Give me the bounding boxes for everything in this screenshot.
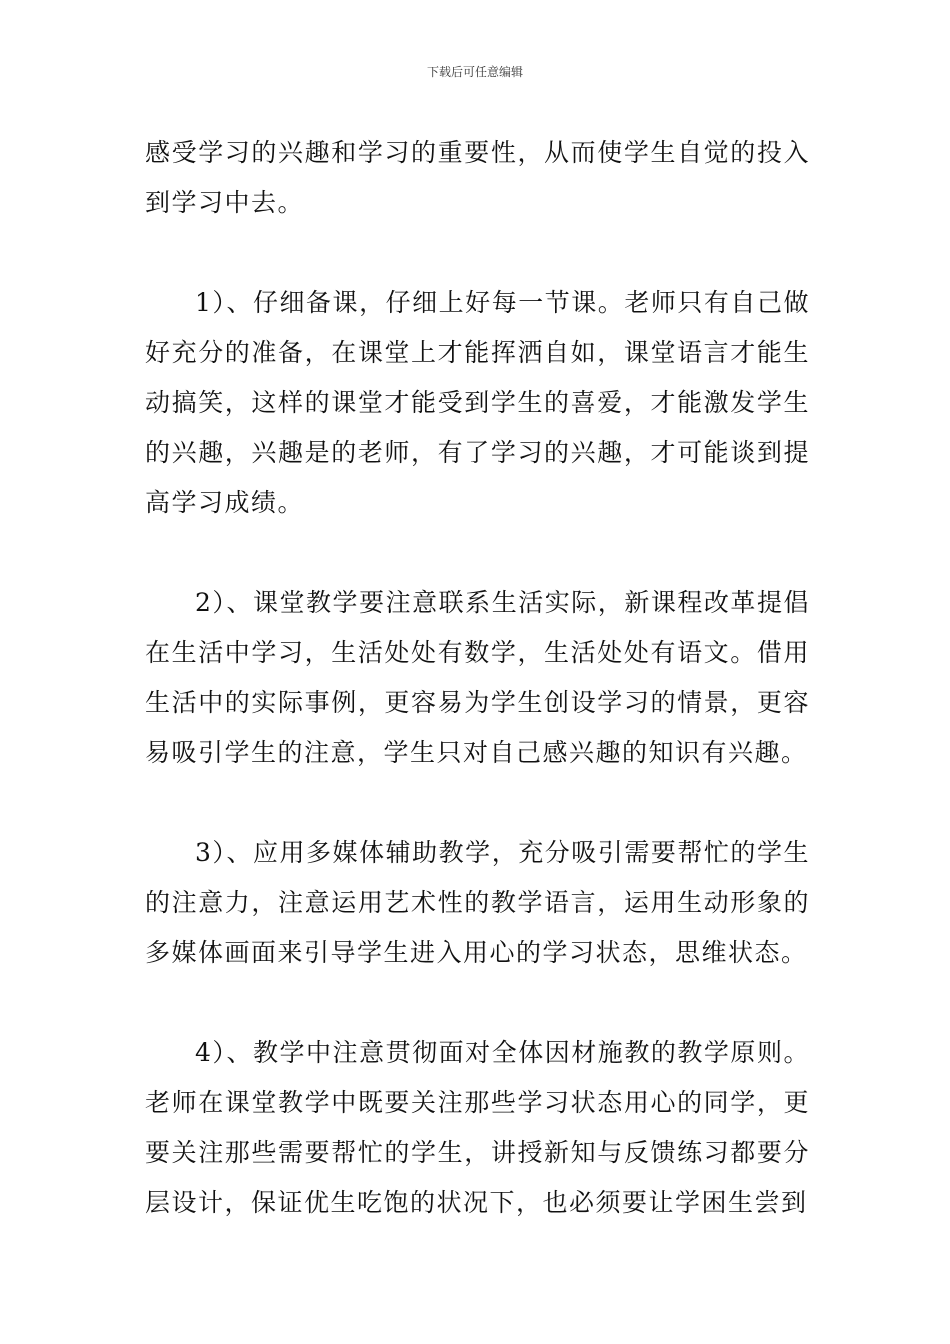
paragraph-item-1: 1）、仔细备课，仔细上好每一节课。老师只有自己做好充分的准备，在课堂上才能挥洒自如，课堂语言才能生动搞笑，这样的课堂才能受到学生的喜爱，才能激发学生的兴趣，兴趣是的老师，有了学习的兴趣，才可能谈到提高学习成绩。 bbox=[145, 288, 810, 517]
paragraph-item-2: 2）、课堂教学要注意联系生活实际，新课程改革提倡在生活中学习，生活处处有数学，生活处处有语文。借用生活中的实际事例，更容易为学生创设学习的情景，更容易吸引学生的注意，学生只对自己感兴趣的知识有兴趣。 bbox=[145, 588, 810, 767]
document-body bbox=[145, 128, 810, 1228]
paragraph-spacer bbox=[145, 528, 810, 578]
paragraph-spacer bbox=[145, 778, 810, 828]
paragraph-item-4: 4）、教学中注意贯彻面对全体因材施教的教学原则。老师在课堂教学中既要关注那些学习状态用心的同学，更要关注那些需要帮忙的学生，讲授新知与反馈练习都要分层设计，保证优生吃饱的状况下，也必须要让学困生尝到 bbox=[145, 1038, 810, 1217]
paragraph-spacer bbox=[145, 228, 810, 278]
paragraph-item-3: 3）、应用多媒体辅助教学，充分吸引需要帮忙的学生的注意力，注意运用艺术性的教学语言，运用生动形象的多媒体画面来引导学生进入用心的学习状态，思维状态。 bbox=[145, 838, 810, 967]
paragraph-continuation: 感受学习的兴趣和学习的重要性，从而使学生自觉的投入到学习中去。 bbox=[145, 138, 810, 217]
paragraph-spacer bbox=[145, 978, 810, 1028]
page-header: 下载后可任意编辑 bbox=[426, 65, 523, 79]
